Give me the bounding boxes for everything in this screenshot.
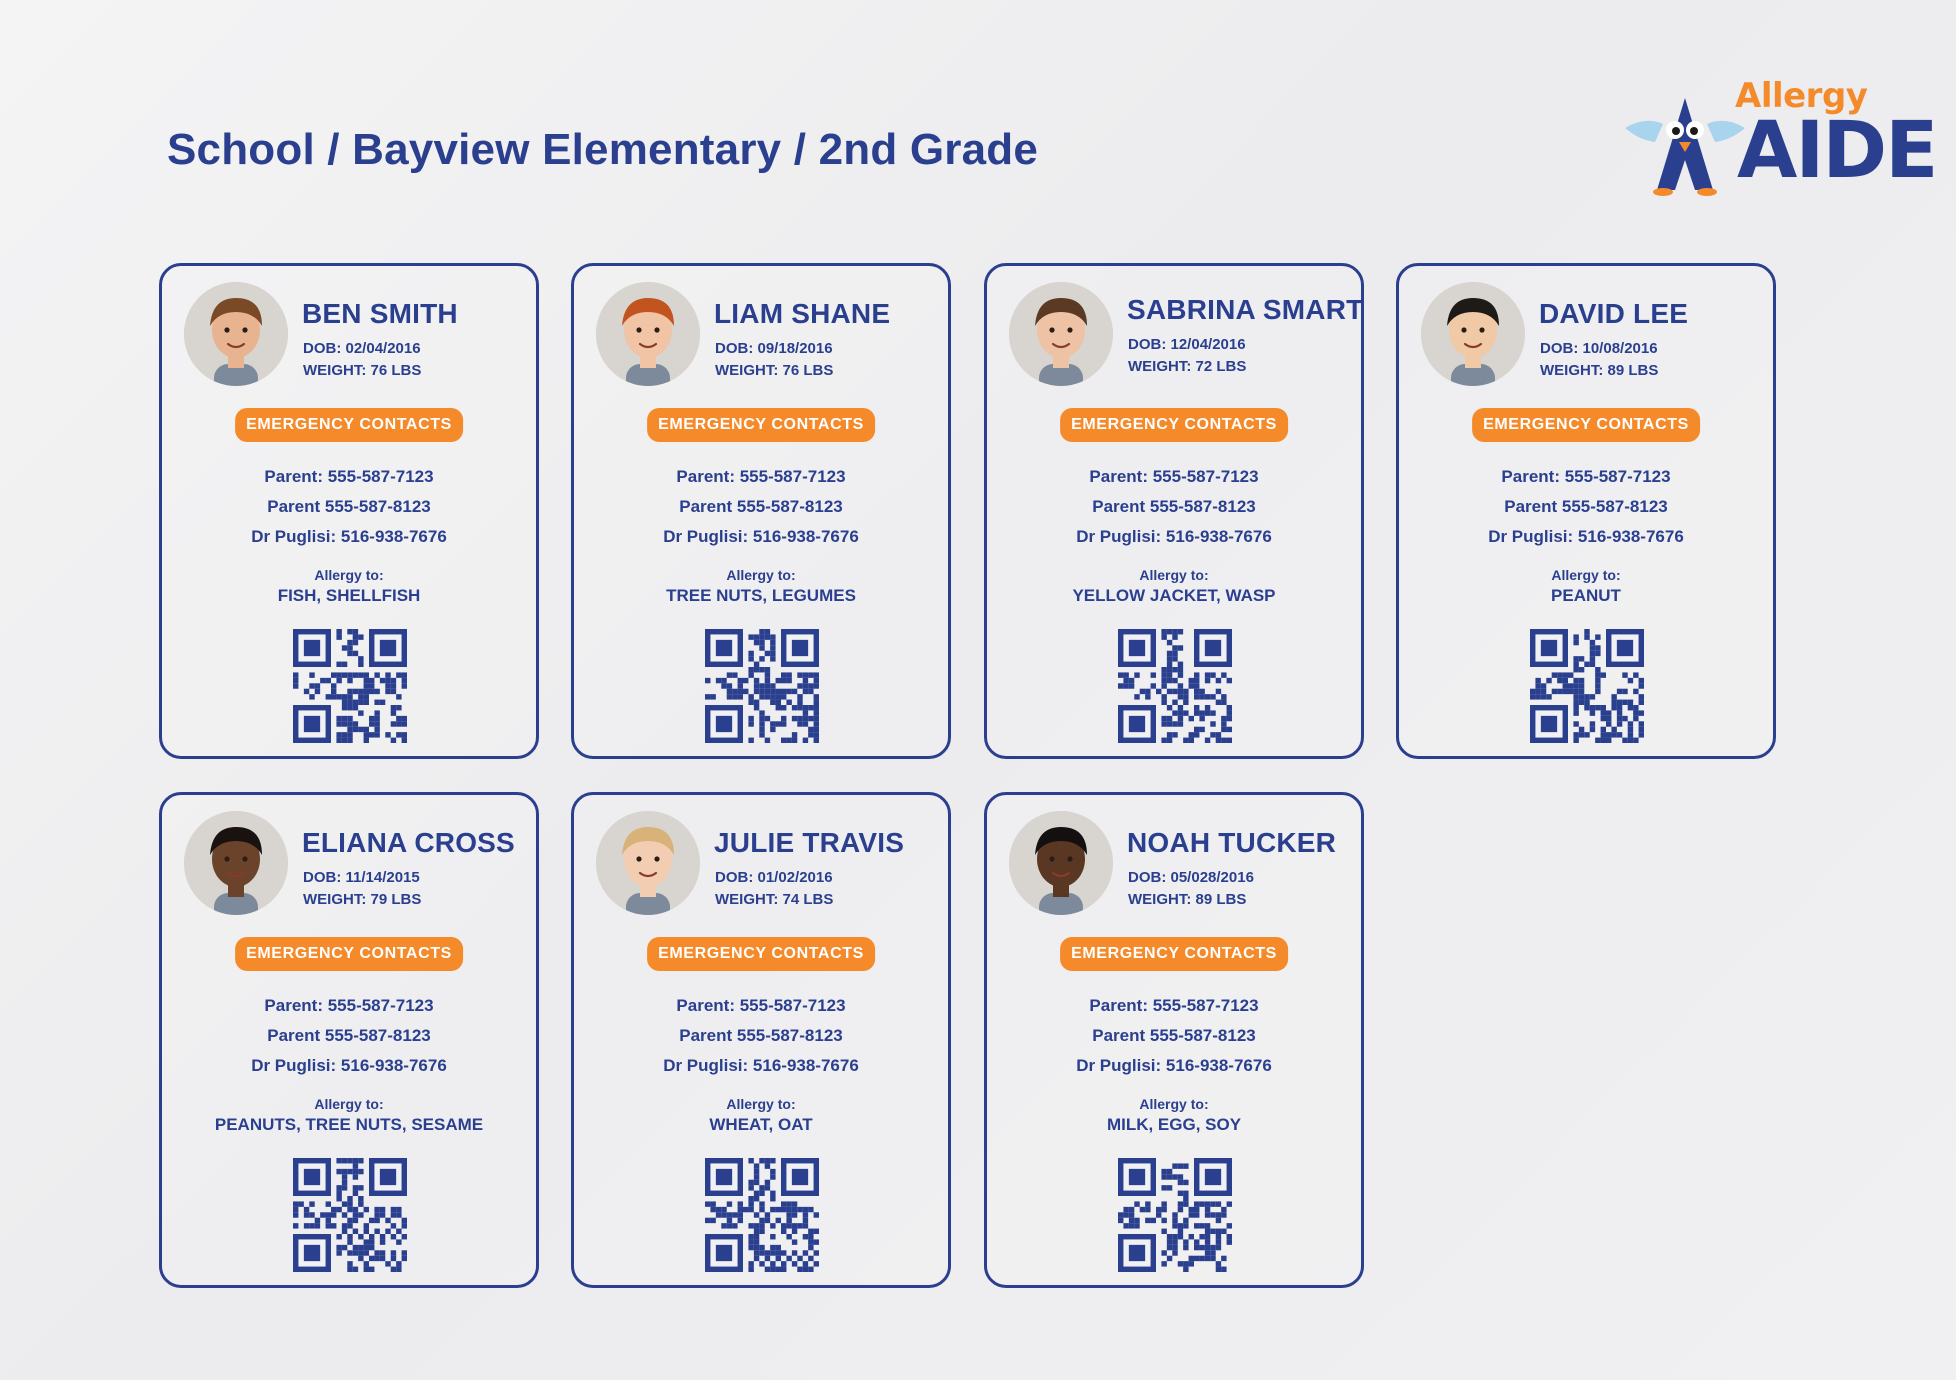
logo-text-aide: AIDE bbox=[1737, 106, 1937, 196]
contact-line: Parent 555-587-8123 bbox=[1504, 497, 1668, 516]
page-title: School / Bayview Elementary / 2nd Grade bbox=[167, 125, 1038, 174]
student-avatar bbox=[596, 282, 700, 386]
student-avatar bbox=[1009, 811, 1113, 915]
student-card[interactable] bbox=[1396, 263, 1776, 759]
emergency-contacts-badge: EMERGENCY CONTACTS bbox=[235, 408, 463, 442]
contact-line: Dr Puglisi: 516-938-7676 bbox=[663, 1056, 859, 1075]
qr-code-icon[interactable] bbox=[293, 1158, 407, 1272]
student-name: BEN SMITH bbox=[302, 298, 458, 329]
emergency-contacts-badge: EMERGENCY CONTACTS bbox=[235, 937, 463, 971]
contact-line: Parent: 555-587-7123 bbox=[676, 467, 846, 486]
student-card[interactable] bbox=[984, 792, 1364, 1288]
allergy-value: WHEAT, OAT bbox=[709, 1115, 813, 1134]
qr-code-icon[interactable] bbox=[705, 1158, 819, 1272]
emergency-contacts-badge: EMERGENCY CONTACTS bbox=[647, 408, 875, 442]
student-weight: WEIGHT: 74 LBS bbox=[715, 891, 834, 908]
student-weight: WEIGHT: 72 LBS bbox=[1128, 358, 1247, 375]
contact-line: Dr Puglisi: 516-938-7676 bbox=[1488, 527, 1684, 546]
contact-line: Dr Puglisi: 516-938-7676 bbox=[663, 527, 859, 546]
student-dob: DOB: 10/08/2016 bbox=[1540, 340, 1658, 357]
contact-line: Parent: 555-587-7123 bbox=[676, 996, 846, 1015]
student-name: JULIE TRAVIS bbox=[714, 827, 905, 858]
contact-line: Parent 555-587-8123 bbox=[267, 497, 431, 516]
student-card[interactable] bbox=[571, 792, 951, 1288]
qr-code-icon[interactable] bbox=[293, 629, 407, 743]
student-weight: WEIGHT: 76 LBS bbox=[303, 362, 422, 379]
contact-line: Parent: 555-587-7123 bbox=[1501, 467, 1671, 486]
allergy-label: Allergy to: bbox=[1139, 567, 1209, 583]
student-name: NOAH TUCKER bbox=[1127, 827, 1337, 858]
emergency-contacts-badge: EMERGENCY CONTACTS bbox=[1060, 408, 1288, 442]
contact-line: Parent: 555-587-7123 bbox=[264, 996, 434, 1015]
contact-line: Dr Puglisi: 516-938-7676 bbox=[251, 1056, 447, 1075]
allergy-label: Allergy to: bbox=[726, 1096, 796, 1112]
student-dob: DOB: 12/04/2016 bbox=[1128, 336, 1246, 353]
contact-line: Parent: 555-587-7123 bbox=[264, 467, 434, 486]
student-name: SABRINA SMART bbox=[1127, 294, 1364, 325]
emergency-contacts-badge: EMERGENCY CONTACTS bbox=[1060, 937, 1288, 971]
student-dob: DOB: 01/02/2016 bbox=[715, 869, 833, 886]
student-name: ELIANA CROSS bbox=[302, 827, 515, 858]
qr-code-icon[interactable] bbox=[1118, 629, 1232, 743]
contact-line: Parent 555-587-8123 bbox=[1092, 497, 1256, 516]
allergy-value: PEANUTS, TREE NUTS, SESAME bbox=[214, 1115, 484, 1134]
owl-mascot-icon bbox=[1625, 90, 1745, 200]
student-avatar bbox=[184, 811, 288, 915]
contact-line: Dr Puglisi: 516-938-7676 bbox=[251, 527, 447, 546]
student-weight: WEIGHT: 89 LBS bbox=[1128, 891, 1247, 908]
allergy-value: PEANUT bbox=[1551, 586, 1621, 605]
student-card[interactable] bbox=[984, 263, 1364, 759]
contact-line: Parent: 555-587-7123 bbox=[1089, 996, 1259, 1015]
qr-code-icon[interactable] bbox=[705, 629, 819, 743]
allergy-value: MILK, EGG, SOY bbox=[1106, 1115, 1242, 1134]
contact-line: Parent 555-587-8123 bbox=[679, 497, 843, 516]
student-weight: WEIGHT: 79 LBS bbox=[303, 891, 422, 908]
allergy-value: FISH, SHELLFISH bbox=[277, 586, 421, 605]
contact-line: Dr Puglisi: 516-938-7676 bbox=[1076, 527, 1272, 546]
student-avatar bbox=[596, 811, 700, 915]
logo-text-allergy: Allergy bbox=[1735, 76, 1868, 116]
student-weight: WEIGHT: 76 LBS bbox=[715, 362, 834, 379]
student-weight: WEIGHT: 89 LBS bbox=[1540, 362, 1659, 379]
student-name: LIAM SHANE bbox=[714, 298, 891, 329]
allergy-aide-logo bbox=[1625, 70, 1937, 200]
contact-line: Parent 555-587-8123 bbox=[679, 1026, 843, 1045]
qr-code-icon[interactable] bbox=[1530, 629, 1644, 743]
allergy-value: TREE NUTS, LEGUMES bbox=[666, 586, 856, 605]
student-card[interactable] bbox=[571, 263, 951, 759]
student-avatar bbox=[1421, 282, 1525, 386]
allergy-label: Allergy to: bbox=[726, 567, 796, 583]
qr-code-icon[interactable] bbox=[1118, 1158, 1232, 1272]
emergency-contacts-badge: EMERGENCY CONTACTS bbox=[1472, 408, 1700, 442]
allergy-label: Allergy to: bbox=[1139, 1096, 1209, 1112]
student-dob: DOB: 11/14/2015 bbox=[303, 869, 420, 886]
student-card[interactable] bbox=[159, 263, 539, 759]
contact-line: Dr Puglisi: 516-938-7676 bbox=[1076, 1056, 1272, 1075]
student-dob: DOB: 09/18/2016 bbox=[715, 340, 833, 357]
contact-line: Parent 555-587-8123 bbox=[1092, 1026, 1256, 1045]
student-avatar bbox=[1009, 282, 1113, 386]
allergy-label: Allergy to: bbox=[1551, 567, 1621, 583]
allergy-label: Allergy to: bbox=[314, 1096, 384, 1112]
student-avatar bbox=[184, 282, 288, 386]
student-name: DAVID LEE bbox=[1539, 298, 1689, 329]
allergy-label: Allergy to: bbox=[314, 567, 384, 583]
emergency-contacts-badge: EMERGENCY CONTACTS bbox=[647, 937, 875, 971]
contact-line: Parent 555-587-8123 bbox=[267, 1026, 431, 1045]
student-dob: DOB: 05/028/2016 bbox=[1128, 869, 1254, 886]
student-card[interactable] bbox=[159, 792, 539, 1288]
contact-line: Parent: 555-587-7123 bbox=[1089, 467, 1259, 486]
allergy-value: YELLOW JACKET, WASP bbox=[1072, 586, 1276, 605]
student-dob: DOB: 02/04/2016 bbox=[303, 340, 421, 357]
